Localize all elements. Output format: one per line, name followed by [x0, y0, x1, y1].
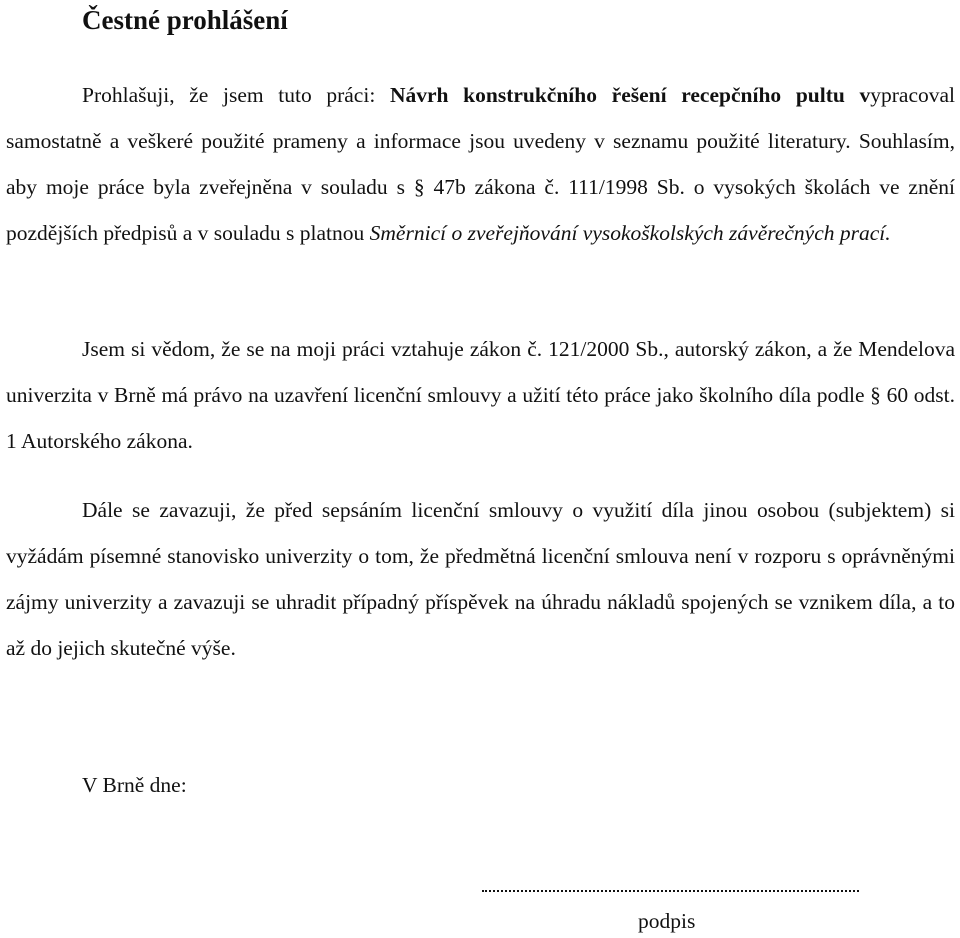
declaration-paragraph-copyright — [6, 326, 955, 464]
authorship-lead-text: Prohlašuji, že jsem tuto práci: — [82, 83, 390, 107]
declaration-paragraph-authorship — [6, 72, 955, 256]
bold-initial-letter: v — [859, 83, 871, 107]
directive-title: Směrnicí o zveřejňování vysokoškolských závěrečných prací. — [369, 221, 891, 245]
authorship-body-text: ypracoval samostatně a veškeré použité prameny a informace jsou uvedeny v seznamu použité literatury. Souhlasím, aby moje práce byla zveřejněna v souladu s § 47b zákona č. 111/1998 Sb. o vysokých školách ve znění pozdějších předpisů a v souladu s platnou — [6, 83, 956, 245]
thesis-title: Návrh konstrukčního řešení recepčního pultu — [389, 83, 845, 107]
signature-line — [482, 880, 859, 892]
place-date-label: V Brně dne: — [82, 773, 187, 797]
license-text: Dále se zavazuji, že před sepsáním licenční smlouvy o využití díla jinou osobou (subjektem) si vyžádám písemné stanovisko univerzity o tom, že předmětná licenční smlouva není v rozporu s oprávněnými zájmy univerzity a zavazuji se uhradit případný příspěvek na úhradu nákladů spojených se vznikem díla, a to až do jejich skutečné výše. — [6, 498, 955, 660]
declaration-paragraph-license — [6, 487, 955, 671]
copyright-text: Jsem si vědom, že se na moji práci vztahuje zákon č. 121/2000 Sb., autorský zákon, a že Mendelova univerzita v Brně má právo na uzavření licenční smlouvy a užití této práce jako školního díla podle § 60 odst. 1 Autorského zákona. — [6, 337, 955, 453]
signature-label: podpis — [638, 909, 696, 933]
page-title: Čestné prohlášení — [82, 5, 288, 35]
